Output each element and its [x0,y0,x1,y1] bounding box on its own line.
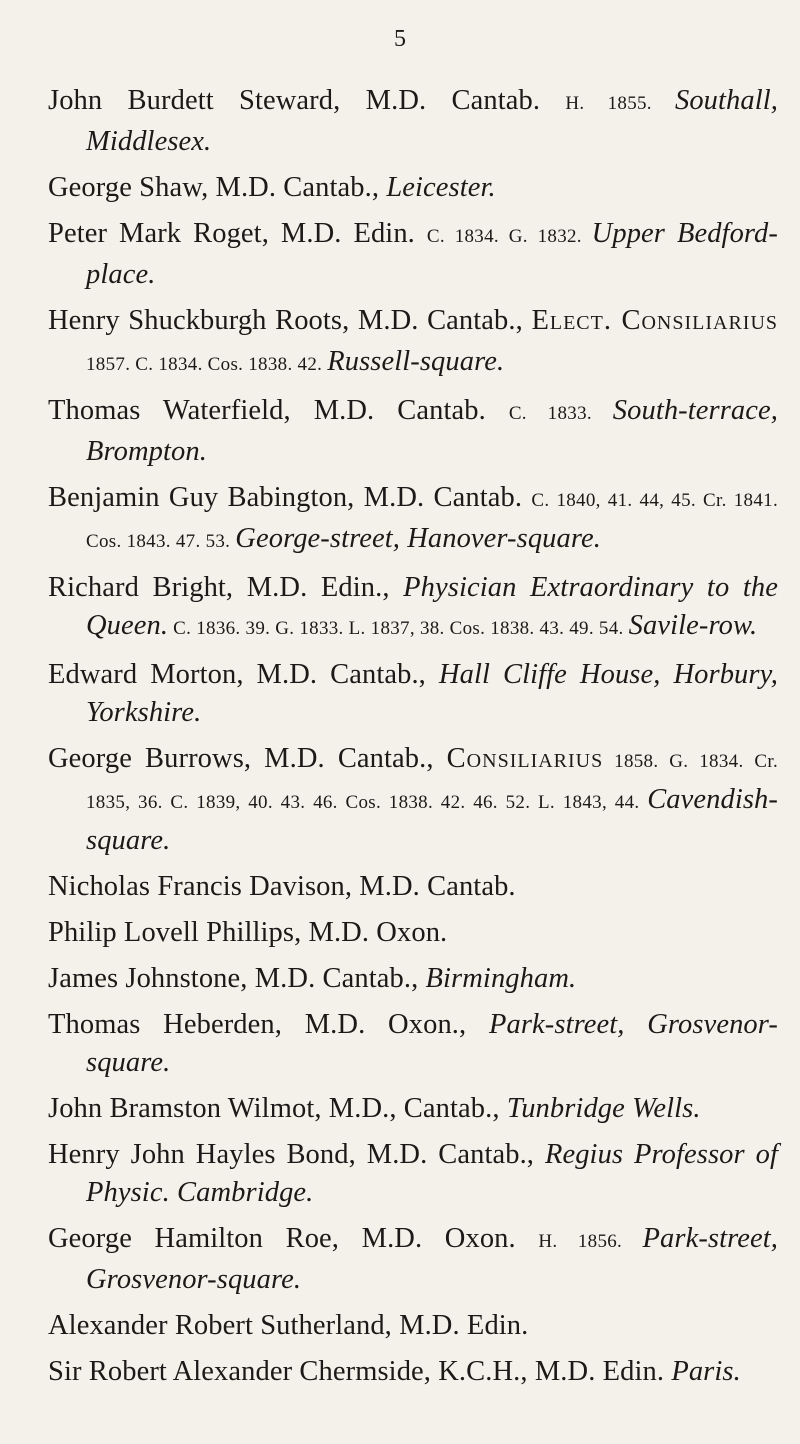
list-item [48,656,778,732]
entry-address: Physician Extraordinary to the Queen. [86,572,779,641]
list-item [48,392,778,471]
entry-name: Peter Mark Roget, M.D. Edin. [48,218,427,249]
entry-address: Upper Bedford-place. [86,218,778,290]
entry-offices: H. 1855. [565,93,675,114]
entry-name: John Burdett Steward, M.D. Cantab. [48,85,566,116]
entry-title: Elect. Consiliarius [531,305,779,336]
entry-offices: 1857. C. 1834. Cos. 1838. 42. [86,354,328,375]
entry-address: Birmingham. [425,963,577,994]
entry-name: Henry Shuckburgh Roots, M.D. Cantab., [48,305,532,336]
entry-name: Thomas Heberden, M.D. Oxon., [48,1009,489,1040]
list-item [48,1220,778,1299]
entry-address: Paris. [671,1356,741,1387]
entry-offices: C. 1833. [508,403,613,424]
fellows-list [48,82,778,1399]
list-item [48,914,778,952]
entry-address: Park-street, Grosvenor-square. [86,1009,778,1078]
entry-offices: C. 1836. 39. G. 1833. L. 1837, 38. Cos. 1838. 43. 49. 54. [168,618,629,639]
entry-name: James Johnstone, M.D. Cantab., [48,963,426,994]
entry-address: Leicester. [386,172,496,203]
entry-name: Nicholas Francis Davison, M.D. Cantab. [48,871,516,902]
entry-offices: C. 1834. G. 1832. [426,226,592,247]
list-item [48,1136,778,1212]
entry-name: George Shaw, M.D. Cantab., [48,172,387,203]
page-number: 5 [394,26,406,52]
entry-offices: C. 1840, 41. 44, 45. Cr. 1841. Cos. 1843. 47. 53. [86,490,778,552]
entry-address: Savile-row. [628,610,758,641]
entry-name: Edward Morton, M.D. Cantab., [48,659,439,690]
list-item [48,1307,778,1345]
list-item [48,82,778,161]
entry-address: Park-street, Grosvenor-square. [86,1223,779,1295]
list-item [48,740,778,860]
list-item [48,569,778,648]
entry-address: Regius Professor of Physic. Cambridge. [86,1139,778,1208]
entry-name: George Hamilton Roe, M.D. Oxon. [48,1223,539,1254]
entry-offices: H. 1856. [538,1231,643,1252]
list-item [48,1090,778,1128]
entry-offices: 1858. G. 1834. Cr. 1835, 36. C. 1839, 40. 43. 46. Cos. 1838. 42. 46. 52. L. 1843, 44. [86,751,778,813]
entry-address: Southall, Middlesex. [86,85,778,157]
entry-address: South-terrace, Brompton. [86,395,778,467]
list-item [48,868,778,906]
entry-address: Cavendish-square. [86,784,778,856]
entry-address: George-street, Hanover-square. [235,523,601,554]
entry-name: Richard Bright, M.D. Edin., [48,572,404,603]
entry-name: John Bramston Wilmot, M.D., Cantab., [48,1093,507,1124]
list-item [48,302,778,384]
list-item [48,215,778,294]
entry-title: Consiliarius [446,743,604,774]
entry-name: Thomas Waterfield, M.D. Cantab. [48,395,509,426]
entry-name: Alexander Robert Sutherland, M.D. Edin. [48,1310,529,1341]
entry-address: Hall Cliffe House, Horbury, Yorkshire. [86,659,778,728]
entry-address: Russell-square. [327,346,505,377]
entry-name: Philip Lovell Phillips, M.D. Oxon. [48,917,448,948]
entry-name: Henry John Hayles Bond, M.D. Cantab., [48,1139,545,1170]
entry-name: Sir Robert Alexander Chermside, K.C.H., M.D. Edin. [48,1356,672,1387]
list-item [48,960,778,998]
list-item [48,1353,778,1391]
entry-address: Tunbridge Wells. [506,1093,701,1124]
entry-name: George Burrows, M.D. Cantab., [48,743,447,774]
list-item [48,1006,778,1082]
entry-name: Benjamin Guy Babington, M.D. Cantab. [48,482,532,513]
list-item [48,479,778,561]
list-item [48,169,778,207]
